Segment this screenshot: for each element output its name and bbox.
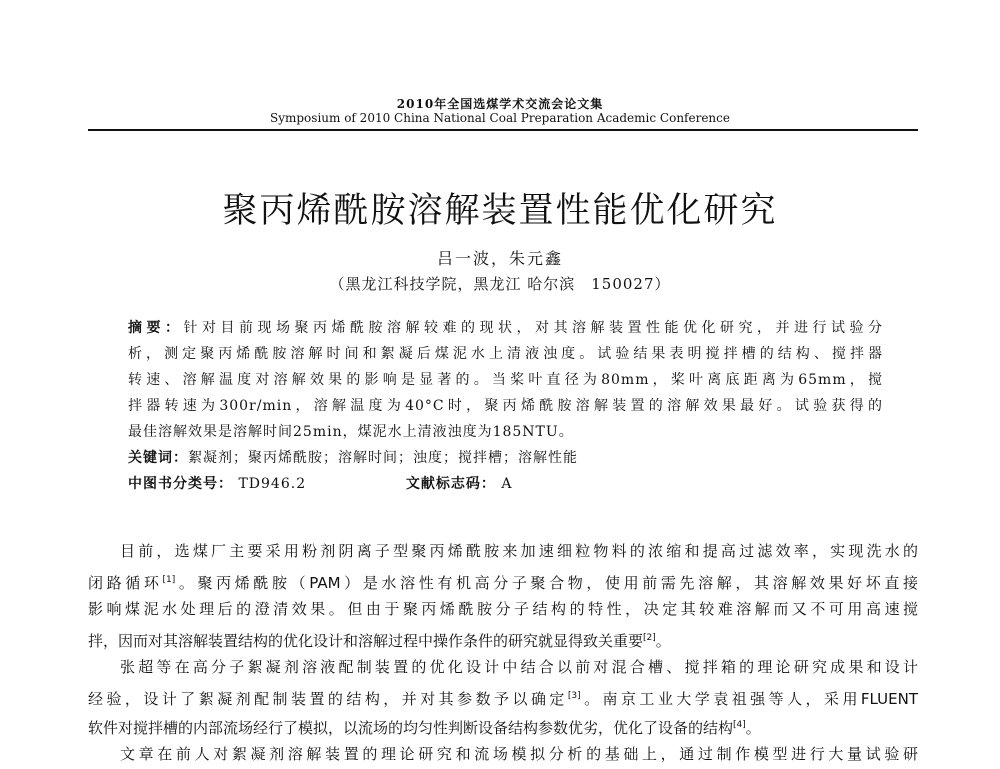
doc-code-label: 文献标志码：: [405, 476, 496, 492]
abstract-block: [128, 315, 883, 497]
abstract-label: 摘要：: [128, 320, 184, 336]
body-line: 经验，设计了絮凝剂配制装置的结构，并对其参数予以确定[3]。南京工业大学袁祖强等人，采用FLUENT: [88, 690, 918, 708]
abstract-line: 拌器转速为300r/min，溶解温度为40°C时，聚丙烯酰胺溶解装置的溶解效果最好。试验获得的: [128, 398, 883, 414]
authors: 吕一波，朱元鑫: [436, 249, 563, 268]
classification-line: [128, 471, 883, 497]
citation-ref: [4]: [733, 720, 746, 730]
running-header-cn: 2010年全国选煤学术交流会论文集: [396, 97, 604, 111]
abstract-line: 转速、溶解温度对溶解效果的影响是显著的。当桨叶直径为80mm，桨叶离底距离为65mm，搅: [128, 372, 883, 388]
abstract-line: 最佳溶解效果是溶解时间25min，煤泥水上清液浊度为185NTU。: [128, 424, 574, 440]
body-line: 影响煤泥水处理后的澄清效果。但由于聚丙烯酰胺分子结构的特性，决定其较难溶解而又不可用高速搅: [88, 600, 918, 618]
keywords-line: [128, 445, 883, 471]
body-line: 闭路循环[1]。聚丙烯酰胺（PAM）是水溶性有机高分子聚合物，使用前需先溶解，其溶解效果好坏直接: [88, 574, 918, 592]
abstract-line: 析，测定聚丙烯酰胺溶解时间和絮凝后煤泥水上清液浊度。试验结果表明搅拌槽的结构、搅拌器: [128, 346, 883, 362]
body-line: 软件对搅拌槽的内部流场经行了模拟，以流场的均匀性判断设备结构参数优劣，优化了设备的结构[4]。: [88, 719, 761, 737]
classification-label: 中图书分类号：: [128, 476, 233, 492]
body-line: 目前，选煤厂主要采用粉剂阴离子型聚丙烯酰胺来加速细粒物料的浓缩和提高过滤效率，实现洗水的: [120, 542, 918, 560]
citation-ref: [2]: [643, 633, 656, 643]
abstract-line: 摘要：针对目前现场聚丙烯酰胺溶解较难的现状，对其溶解装置性能优化研究，并进行试验分: [128, 320, 883, 336]
body-line: 文章在前人对絮凝剂溶解装置的理论研究和流场模拟分析的基础上，通过制作模型进行大量试验研: [120, 745, 918, 763]
affiliation: （黑龙江科技学院，黑龙江 哈尔滨 150027）: [329, 275, 671, 293]
doc-code-value: A: [501, 476, 513, 492]
body-text: [88, 537, 918, 769]
citation-ref: [3]: [567, 691, 581, 701]
keywords-label: 关键词：: [128, 450, 188, 466]
classification-value: TD946.2: [238, 476, 307, 492]
running-header-en: Symposium of 2010 China National Coal Preparation Academic Conference: [270, 111, 730, 125]
paper-title: 聚丙烯酰胺溶解装置性能优化研究: [222, 191, 778, 231]
keywords-text: 絮凝剂；聚丙烯酰胺；溶解时间；浊度；搅拌槽；溶解性能: [188, 450, 578, 466]
citation-ref: [1]: [162, 575, 176, 585]
body-line: 张超等在高分子絮凝剂溶液配制装置的优化设计中结合以前对混合槽、搅拌箱的理论研究成果和设计: [120, 658, 918, 676]
header-rule: [88, 129, 918, 131]
body-line: 拌，因而对其溶解装置结构的优化设计和溶解过程中操作条件的研究就显得致关重要[2]。: [88, 632, 671, 650]
